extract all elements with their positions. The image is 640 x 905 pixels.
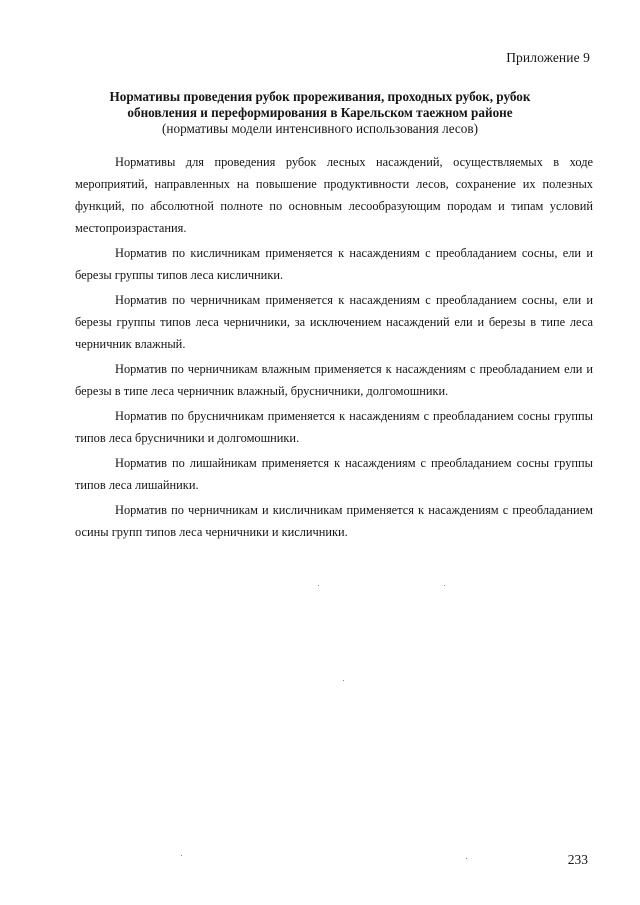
title-subtitle: (нормативы модели интенсивного использования лесов) bbox=[162, 121, 478, 136]
paragraph-aspen: Норматив по черничникам и кисличникам применяется к насаждениям с преобладанием осины групп типов леса черничники и кисличники. bbox=[75, 503, 593, 539]
scan-speck bbox=[466, 858, 467, 859]
document-title bbox=[60, 89, 580, 137]
scan-speck bbox=[343, 680, 344, 681]
paragraph-brusnichniki: Норматив по брусничникам применяется к насаждениям с преобладанием сосны группы типов леса брусничники и долгомошники. bbox=[75, 409, 593, 445]
document-body bbox=[75, 151, 593, 543]
appendix-label: Приложение 9 bbox=[506, 50, 590, 65]
paragraph-chernichniki: Норматив по черничникам применяется к насаждениям с преобладанием сосны, ели и березы группы типов леса черничники, за исключением насаждений ели и березы в типе леса черничник влажный. bbox=[75, 293, 593, 351]
paragraph-chernichniki-wet: Норматив по черничникам влажным применяется к насаждениям с преобладанием ели и березы в типе леса черничник влажный, брусничники, долгомошники. bbox=[75, 362, 593, 398]
paragraph-kislichniki: Норматив по кисличникам применяется к насаждениям с преобладанием сосны, ели и березы группы типов леса кисличники. bbox=[75, 246, 593, 282]
scan-speck bbox=[444, 585, 445, 586]
paragraph-intro: Нормативы для проведения рубок лесных насаждений, осуществляемых в ходе мероприятий, направленных на повышение продуктивности лесов, сохранение их полезных функций, по абсолютной полноте по основным лесообразующим породам и типам условий местопроизрастания. bbox=[75, 155, 593, 235]
title-line-2: обновления и переформирования в Карельском таежном районе bbox=[127, 105, 513, 120]
scan-speck bbox=[181, 855, 182, 856]
page-number: 233 bbox=[567, 852, 588, 867]
paragraph-lishainiki: Норматив по лишайникам применяется к насаждениям с преобладанием сосны группы типов леса лишайники. bbox=[75, 456, 593, 492]
scan-speck bbox=[318, 585, 319, 586]
title-line-1: Нормативы проведения рубок прореживания, проходных рубок, рубок bbox=[109, 89, 531, 104]
